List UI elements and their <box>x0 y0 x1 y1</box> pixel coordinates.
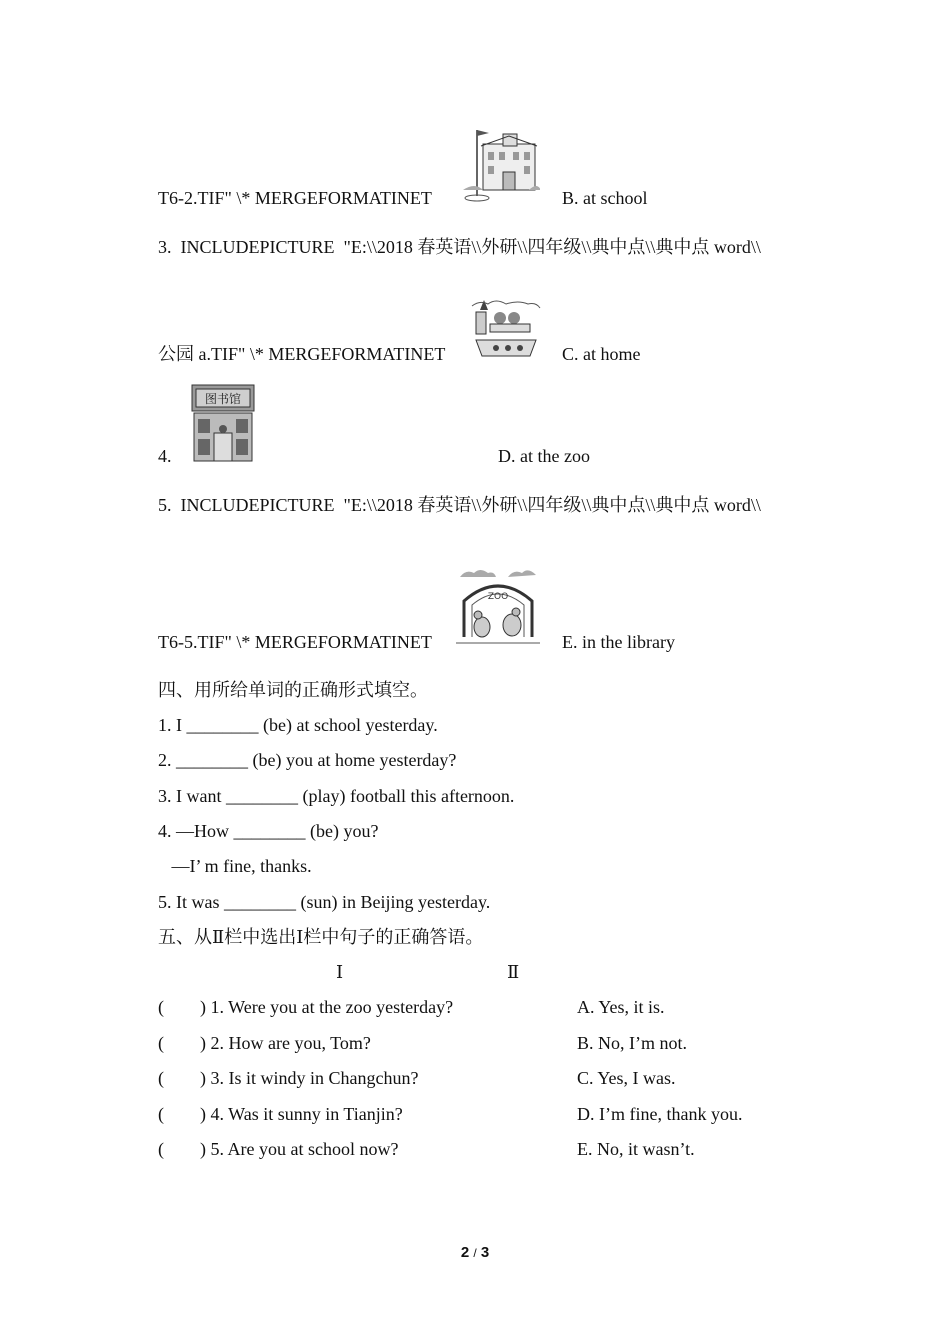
match-option-e: E. in the library <box>562 632 675 652</box>
match-question: ( ) 5. Are you at school now? <box>158 1139 399 1159</box>
match-option-c: C. at home <box>562 344 641 364</box>
match-option-b: B. at school <box>562 188 648 208</box>
match-item-5-path: 5. INCLUDEPICTURE "E:\\2018 春英语\\外研\\四年级\\典中点\\典中点 word\\ <box>158 495 761 515</box>
match-item-4-left: 4. <box>158 446 172 466</box>
zoo-gate-image <box>456 567 540 649</box>
column-2-header: Ⅱ <box>507 962 520 982</box>
page-number <box>0 1244 950 1261</box>
svg-text:ZOO: ZOO <box>487 592 509 602</box>
match-answer: D. I’m fine, thank you. <box>577 1104 743 1124</box>
page-current: 2 <box>460 1244 470 1261</box>
match-item-2-left: T6-2.TIF" \* MERGEFORMATINET <box>158 188 432 208</box>
fill-blank-item: 4. —How ________ (be) you? <box>158 821 379 841</box>
fill-blank-item: 5. It was ________ (sun) in Beijing yesterday. <box>158 892 491 912</box>
match-item-5-left: T6-5.TIF" \* MERGEFORMATINET <box>158 632 432 652</box>
park-image <box>470 296 542 360</box>
match-answer: C. Yes, I was. <box>577 1068 676 1088</box>
match-question: ( ) 1. Were you at the zoo yesterday? <box>158 997 454 1017</box>
column-1-header: Ⅰ <box>336 962 344 982</box>
match-answer: B. No, I’m not. <box>577 1033 687 1053</box>
library-image <box>190 383 258 463</box>
section-4-heading: 四、用所给单词的正确形式填空。 <box>158 680 428 700</box>
match-answer: A. Yes, it is. <box>577 997 665 1017</box>
school-building-image <box>455 124 540 204</box>
match-answer: E. No, it wasn’t. <box>577 1139 695 1159</box>
match-question: ( ) 3. Is it windy in Changchun? <box>158 1068 419 1088</box>
fill-blank-item: 1. I ________ (be) at school yesterday. <box>158 715 438 735</box>
match-item-3-left: 公园 a.TIF" \* MERGEFORMATINET <box>158 344 446 364</box>
match-question: ( ) 2. How are you, Tom? <box>158 1033 371 1053</box>
section-5-heading: 五、从Ⅱ栏中选出Ⅰ栏中句子的正确答语。 <box>158 927 484 947</box>
fill-blank-item: —I’ m fine, thanks. <box>158 856 312 876</box>
match-question: ( ) 4. Was it sunny in Tianjin? <box>158 1104 403 1124</box>
library-sign-text: 图书馆 <box>204 392 242 406</box>
match-option-d: D. at the zoo <box>498 446 590 466</box>
fill-blank-item: 3. I want ________ (play) football this afternoon. <box>158 786 515 806</box>
match-item-3-path: 3. INCLUDEPICTURE "E:\\2018 春英语\\外研\\四年级\\典中点\\典中点 word\\ <box>158 237 761 257</box>
page-separator: / <box>473 1246 477 1260</box>
fill-blank-item: 2. ________ (be) you at home yesterday? <box>158 750 457 770</box>
page-total: 3 <box>480 1244 490 1261</box>
